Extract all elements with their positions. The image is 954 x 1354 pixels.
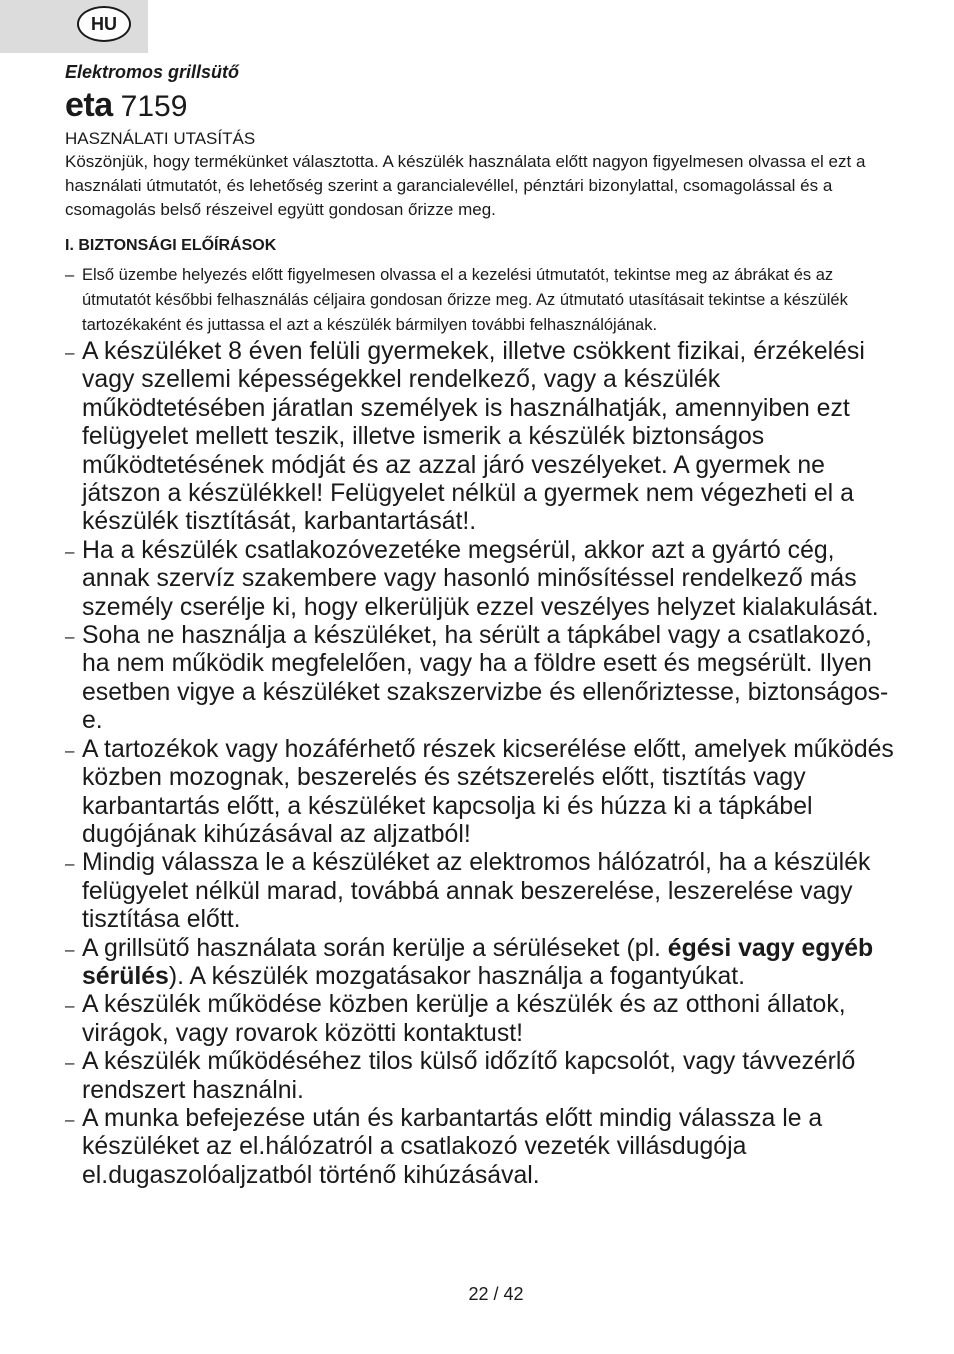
page-content xyxy=(65,60,905,1190)
list-item xyxy=(65,935,905,992)
list-item xyxy=(65,991,905,1048)
dash-bullet: – xyxy=(65,266,75,284)
list-item xyxy=(65,263,905,338)
language-badge: HU xyxy=(77,6,131,42)
dash-bullet: – xyxy=(65,1053,75,1073)
rule-text-bold: égési vagy egyéb sérülés xyxy=(82,934,874,990)
dash-bullet: – xyxy=(65,1109,75,1129)
list-item xyxy=(65,736,905,850)
dash-bullet: – xyxy=(65,854,75,874)
dash-bullet: – xyxy=(65,996,75,1016)
list-item xyxy=(65,537,905,622)
language-tab xyxy=(0,0,148,53)
rule-text-after: ). A készülék mozgatásakor használja a fogantyúkat. xyxy=(168,962,746,990)
rule-text: Első üzembe helyezés előtt figyelmesen olvassa el a kezelési útmutatót, tekintse meg az ábrákat és az útmutatót későbbi felhasználás céljaira gondosan őrizze meg. Az útmutató utasításait tekintse a készülék tartozékaként és juttassa el azt a készülék bármilyen további felhasználójának. xyxy=(82,266,848,334)
list-item xyxy=(65,1048,905,1105)
list-item xyxy=(65,849,905,934)
page-number: 22 / 42 xyxy=(468,1284,524,1304)
intro-paragraph: Köszönjük, hogy termékünket választotta. A készülék használata előtt nagyon figyelmesen olvassa el ezt a használati útmutatót, és lehetőség szerint a garancialevéllel, pénztári bizonylattal, csomagolással és a csomagolás belső részeivel együtt gondosan őrizze meg. xyxy=(65,152,866,219)
list-item xyxy=(65,622,905,736)
safety-rules-list xyxy=(65,263,905,1190)
usage-title: HASZNÁLATI UTASÍTÁS xyxy=(65,129,256,148)
product-subtitle: Elektromos grillsütő xyxy=(65,62,240,82)
rule-text: A készülék működéséhez tilos külső időzítő kapcsolót, vagy távvezérlő rendszert használni. xyxy=(82,1048,856,1104)
dash-bullet: – xyxy=(65,627,75,647)
rule-text: A munka befejezése után és karbantartás előtt mindig válassza le a készüléket az el.hálózatról a csatlakozó vezeték villásdugója el.dugaszolóaljzatból történő kihúzásával. xyxy=(82,1104,823,1189)
dash-bullet: – xyxy=(65,541,75,561)
list-item xyxy=(65,1105,905,1190)
rule-text-before: A grillsütő használata során kerülje a sérüléseket (pl. xyxy=(82,934,668,962)
rule-text: A tartozékok vagy hozáférhető részek kicserélése előtt, amelyek működés közben mozognak, beszerelés és szétszerelés előtt, tisztítás vagy karbantartás előtt, a készüléket kapcsolja ki és húzza ki a tápkábel dugójának kihúzásával az aljzatból! xyxy=(82,735,894,848)
rule-text: Soha ne használja a készüléket, ha sérült a tápkábel vagy a csatlakozó, ha nem működik megfelelően, vagy ha a földre esett és megsérült. Ilyen esetben vigye a készüléket szakszervizbe és ellenőriztesse, biztonságos-e. xyxy=(82,622,889,735)
dash-bullet: – xyxy=(65,343,75,362)
dash-bullet: – xyxy=(65,939,75,959)
rule-text: A készülék működése közben kerülje a készülék és az otthoni állatok, virágok, vagy rovarok közötti kontaktust! xyxy=(82,991,846,1047)
dash-bullet: – xyxy=(65,740,75,760)
rule-text: Mindig válassza le a készüléket az elektromos hálózatról, ha a készülék felügyelet nélkül marad, továbbá annak beszerelése, leszerelése vagy tisztítása előtt. xyxy=(82,849,871,934)
list-item xyxy=(65,338,905,537)
rule-text: A készüléket 8 éven felüli gyermekek, illetve csökkent fizikai, érzékelési vagy szellemi képességekkel rendelkező, vagy a készülék működtetésében járatlan személyek is használhatják, amennyiben ezt felügyelet mellett teszik, illetve ismerik a készülék biztonságos működtetésének módját és az azzal járó veszélyeket. A gyermek ne játszon a készülékkel! Felügyelet nélkül a gyermek nem végezheti el a készülék tisztítását, karbantartását!. xyxy=(82,338,865,536)
model-number: 7159 xyxy=(120,90,188,123)
section-heading: I. BIZTONSÁGI ELŐÍRÁSOK xyxy=(65,237,277,254)
rule-text: Ha a készülék csatlakozóvezetéke megsérül, akkor azt a gyártó cég, annak szervíz szakembere vagy hasonló minősítéssel rendelkező más személy cserélje ki, hogy elkerüljük ezzel veszélyes helyzet kialakulását. xyxy=(82,536,879,621)
product-title xyxy=(65,86,905,126)
brand-logo: eta xyxy=(65,86,113,124)
